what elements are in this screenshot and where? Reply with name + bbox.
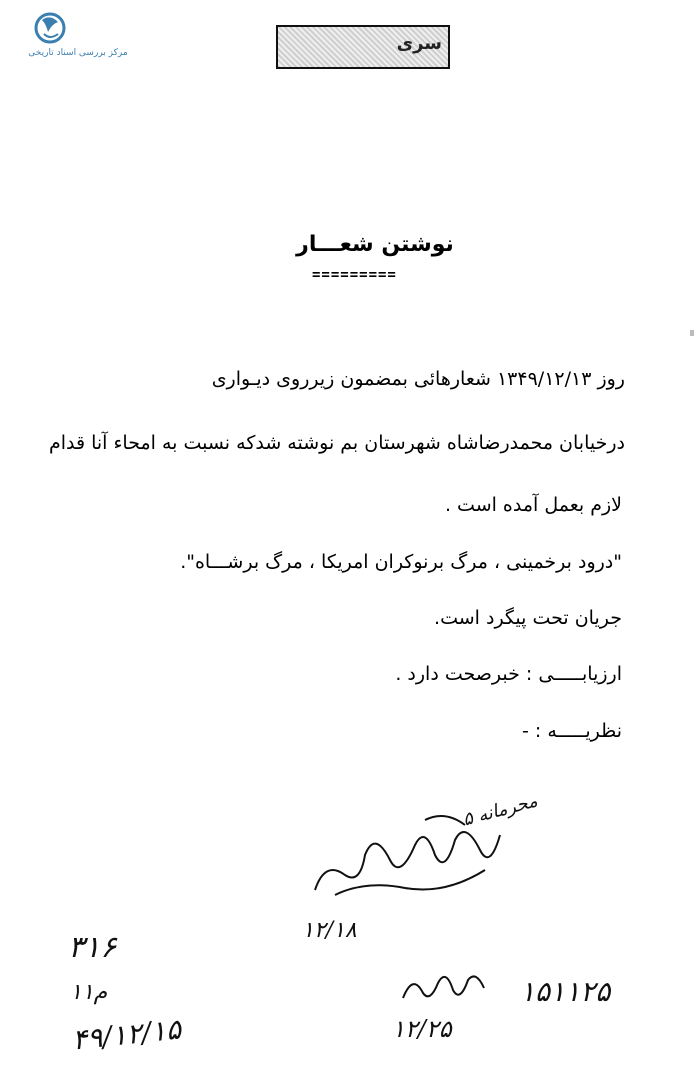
right-code: ۱۵۱۱۲۵ xyxy=(520,975,611,1008)
status-line: جریان تحت پیگرد است. xyxy=(434,607,622,629)
archive-logo xyxy=(18,10,148,60)
archive-logo-icon xyxy=(18,10,68,50)
street-line: درخیابان محمدرضاشاه شهرستان بم نوشته شدکه نسبت به امحاء آنا قدام xyxy=(48,432,625,454)
signature-date: ۱۲/۱۸ xyxy=(302,918,357,943)
left-number-mid: ۱۱م xyxy=(70,980,108,1005)
handwritten-signature xyxy=(305,800,505,910)
title-underline: ========= xyxy=(312,267,397,283)
right-sub-number: ۱۲/۲۵ xyxy=(392,1015,452,1043)
date-line: روز ۱۳۴۹/۱۲/۱۳ شعارهائی بمضمون زیرروی دیـواری xyxy=(211,368,625,390)
left-date: ۴۹/۱۲/۱۵ xyxy=(70,1012,183,1057)
classification-stamp xyxy=(276,25,450,69)
slogan-line: "درود برخمینی ، مرگ برنوکران امریکا ، مرگ برشـــاه". xyxy=(180,551,622,573)
evaluation-line: ارزیابـــــی : خبرصحت دارد . xyxy=(395,663,622,685)
opinion-line: نظریـــــه : - xyxy=(521,720,622,742)
action-line: لازم بعمل آمده است . xyxy=(444,494,622,516)
scan-mark xyxy=(690,330,694,336)
handwritten-note: ۵ محرمانه xyxy=(460,790,540,831)
handwritten-scribble xyxy=(398,968,488,1008)
left-number-top: ۳۱۶ xyxy=(68,930,117,965)
document-title: نوشتن شعـــار xyxy=(296,232,454,257)
watermark-text: مرکز بررسی اسناد تاریخی xyxy=(28,48,128,58)
stamp-text: سری xyxy=(396,33,442,54)
